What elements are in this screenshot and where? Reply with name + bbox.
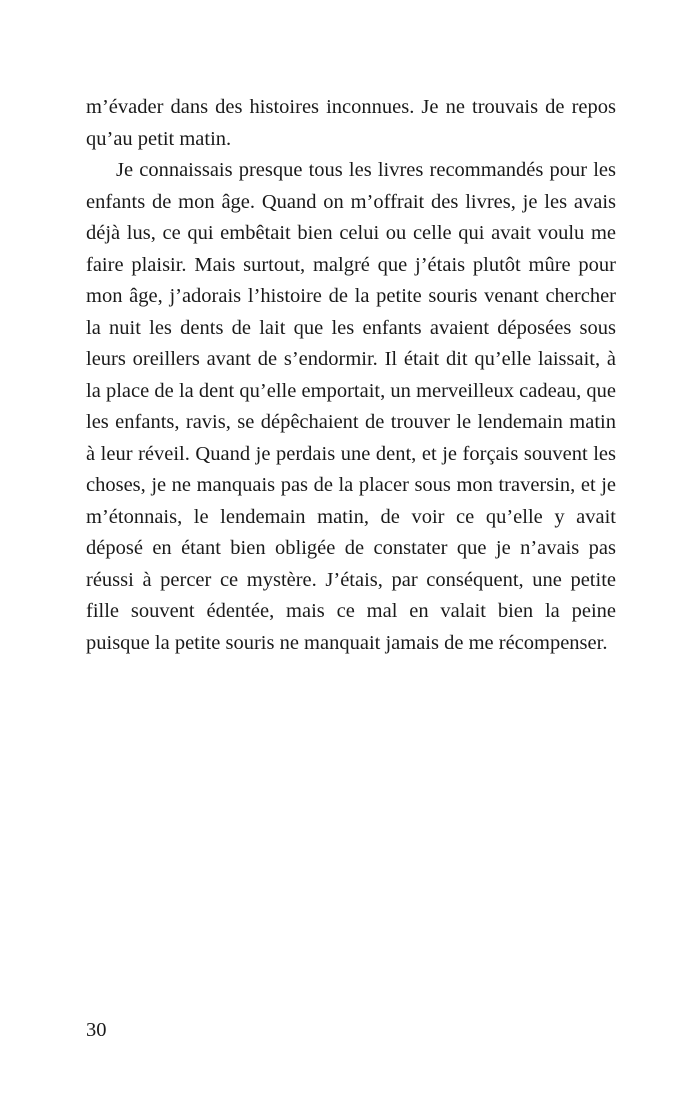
body-text — [86, 92, 616, 659]
paragraph-continuation: m’évader dans des histoires inconnues. Je ne trouvais de repos qu’au petit matin. — [86, 96, 616, 150]
page-number: 30 — [86, 1019, 107, 1041]
paragraph-petite-souris: Je connaissais presque tous les livres recommandés pour les enfants de mon âge. Quand on m’offrait des livres, je les avais déjà lus, ce qui embêtait bien celui ou celle qui avait voulu me faire plaisir. Mais surtout, malgré que j’étais plutôt mûre pour mon âge, j’adorais l’histoire de la petite souris venant chercher la nuit les dents de lait que les enfants avaient déposées sous leurs oreillers avant de s’endormir. Il était dit qu’elle laissait, à la place de la dent qu’elle emportait, un merveilleux cadeau, que les enfants, ravis, se dépêchaient de trouver le lendemain matin à leur réveil. Quand je perdais une dent, et je forçais souvent les choses, je ne manquais pas de la placer sous mon traversin, et je m’étonnais, le lendemain matin, de voir ce qu’elle y avait déposé en étant bien obligée de constater que je n’avais pas réussi à percer ce mystère. J’étais, par conséquent, une petite fille souvent édentée, mais ce mal en valait bien la peine puisque la petite souris ne manquait jamais de me récompenser. — [86, 159, 616, 654]
